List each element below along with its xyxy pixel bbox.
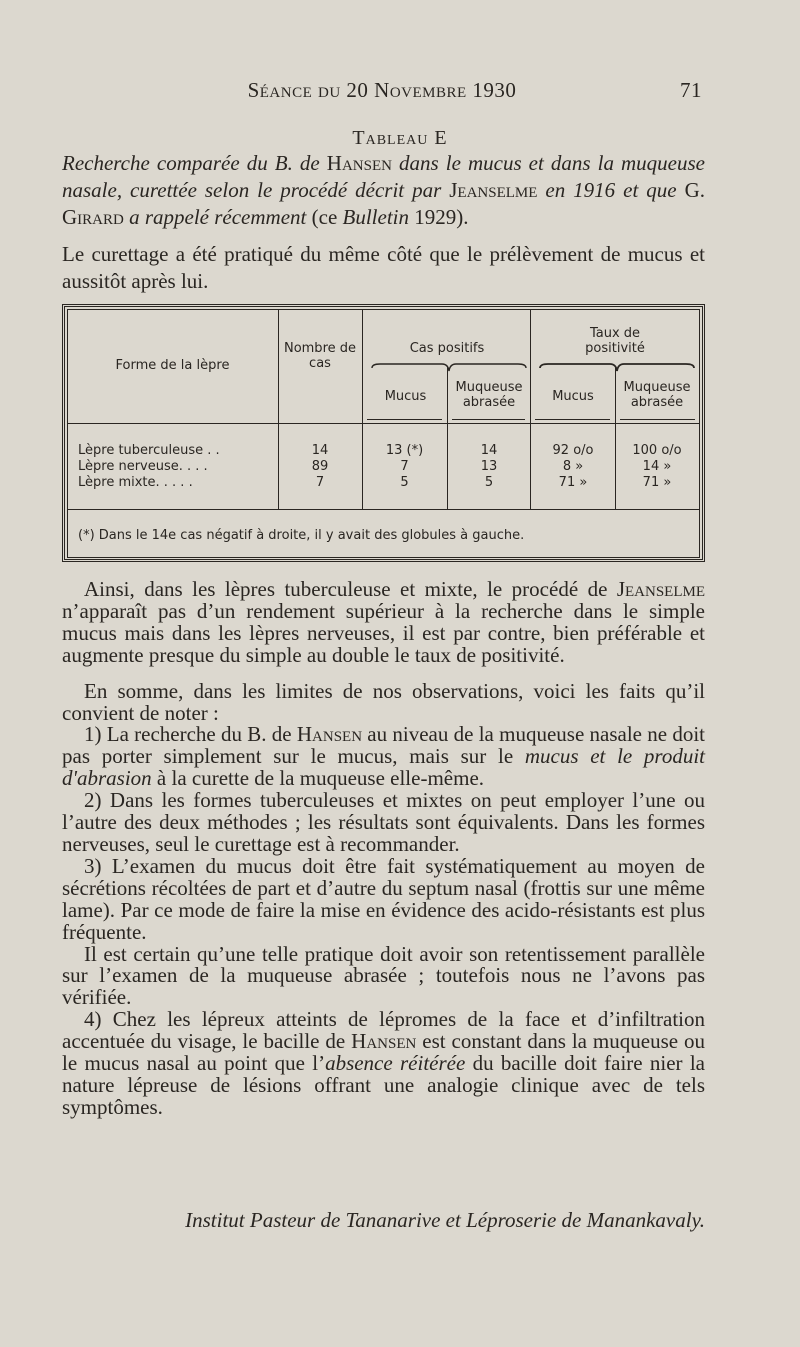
subheader-underline xyxy=(367,419,442,420)
cell-cas-mucus: 13 (*) xyxy=(385,443,424,458)
header-forme: Forme de la lèpre xyxy=(115,358,230,373)
header-mucus-taux: Mucus xyxy=(552,389,594,404)
cell-cas-muqueuse: 13 xyxy=(480,459,498,474)
paragraph: En somme, dans les limites de nos observations, voici les faits qu’il convient de noter : xyxy=(62,678,705,725)
caption-name-jeanselme: Jeanselme xyxy=(449,178,538,202)
cell-forme: Lèpre tuberculeuse . . xyxy=(78,443,220,458)
header-mucus-cas: Mucus xyxy=(384,389,427,404)
col-divider xyxy=(615,366,616,509)
cell-taux-mucus: 8 » xyxy=(562,459,584,474)
cell-taux-muqueuse: 71 » xyxy=(642,475,672,490)
name-jeanselme: Jeanselme xyxy=(616,577,705,601)
col-divider xyxy=(447,366,448,509)
running-head xyxy=(62,78,702,103)
header-muqueuse-cas: Muqueuse abrasée xyxy=(455,380,523,410)
caption-text: a rappelé récemment xyxy=(123,205,312,229)
header-cas-positifs: Cas positifs xyxy=(409,341,485,356)
brace-cas-positifs xyxy=(370,362,528,374)
col-divider xyxy=(278,309,279,509)
paragraph: Il est certain qu’une telle pratique doit avoir son retentissement parallèle sur l’examen de la muqueuse abrasée ; toutefois nous ne l’avons pas vérifiée. xyxy=(62,941,705,1010)
cell-forme: Lèpre mixte. . . . . xyxy=(78,475,193,490)
text-run: 4) Chez les lépreux atteints de lépromes de la face et d’infiltration accentuée du visage, le bacille de xyxy=(62,1007,705,1054)
cell-cas-mucus: 5 xyxy=(400,475,409,490)
text-run: n’apparaît pas d’un rendement supérieur à la recherche dans le simple mucus mais dans les lèpres nerveuses, il est par contre, bien préférable et augmente presque du simple au double le taux de positivité. xyxy=(62,598,705,667)
header-muqueuse-taux: Muqueuse abrasée xyxy=(623,380,691,410)
caption-text: (ce xyxy=(311,205,343,229)
cell-cas-mucus: 7 xyxy=(400,459,409,474)
table-caption xyxy=(62,150,705,231)
list-item: 2) Dans les formes tuberculeuses et mixtes on peut employer l’une ou l’autre des deux méthodes ; les résultats sont équivalents. Dans les formes nerveuses, seul le curettage est à recommander. xyxy=(62,788,705,856)
cell-cas-muqueuse: 5 xyxy=(484,475,494,490)
running-head-title: Séance du 20 Novembre 1930 xyxy=(247,78,517,102)
brace-taux xyxy=(538,362,696,374)
subheader-underline xyxy=(535,419,610,420)
subheader-underline xyxy=(452,419,525,420)
cell-nombre: 89 xyxy=(311,459,329,474)
name-hansen: Hansen xyxy=(351,1029,417,1054)
table-footnote: (*) Dans le 14e cas négatif à droite, il y avait des globules à gauche. xyxy=(78,528,525,543)
cell-taux-muqueuse: 14 » xyxy=(642,459,672,474)
page-number: 71 xyxy=(680,78,702,102)
caption-bulletin: Bulletin xyxy=(342,205,410,229)
list-item xyxy=(62,724,705,790)
institution-footer: Institut Pasteur de Tananarive et Léproserie de Manankavaly. xyxy=(185,1208,705,1232)
table-title: Tableau E xyxy=(352,127,448,149)
col-divider xyxy=(362,309,363,509)
cell-nombre: 14 xyxy=(311,443,329,458)
list-item xyxy=(62,1009,705,1119)
paragraph xyxy=(62,579,705,667)
cell-taux-mucus: 92 o/o xyxy=(552,443,594,458)
caption-text: 1929). xyxy=(409,205,469,229)
caption-text: Recherche comparée du B. de xyxy=(62,151,327,175)
text-run: du bacille doit faire nier la nature lépreuse de lésions offrant une analogie clinique avec de tels symptômes. xyxy=(62,1051,705,1119)
text-run: au niveau de la muqueuse nasale ne doit pas porter simplement sur le mucus, mais sur le xyxy=(62,722,705,769)
intro-paragraph: Le curettage a été pratiqué du même côté que le prélèvement de mucus et aussitôt après lui. xyxy=(62,242,705,293)
cell-taux-muqueuse: 100 o/o xyxy=(632,443,682,458)
text-run: Ainsi, dans les lèpres tuberculeuse et mixte, le procédé de xyxy=(84,577,617,601)
name-hansen: Hansen xyxy=(296,722,363,747)
subheader-underline xyxy=(620,419,695,420)
text-run: est constant dans la muqueuse ou le mucus nasal au point que l’ xyxy=(62,1029,705,1076)
list-item: 3) L’examen du mucus doit être fait systématiquement au moyen de sécrétions récoltées de part et d’autre du septum nasal (frottis sur une même lame). Par ce mode de faire la mise en évidence des acido-résistants est plus fréquente. xyxy=(62,853,705,944)
italic-run: mucus et le produit d'abrasion xyxy=(62,744,705,791)
header-taux: Taux de positivité xyxy=(585,326,645,356)
col-divider xyxy=(530,309,531,509)
caption-text: en 1916 et que xyxy=(537,178,685,202)
cell-nombre: 7 xyxy=(315,475,325,490)
body-text xyxy=(62,579,705,1119)
text-run: à la curette de la muqueuse elle-même. xyxy=(151,766,485,791)
cell-forme: Lèpre nerveuse. . . . xyxy=(78,459,208,474)
footnote-divider xyxy=(67,509,700,510)
cell-taux-mucus: 71 » xyxy=(558,475,588,490)
text-run: 1) La recherche du B. de xyxy=(84,722,297,747)
caption-name-girard: G. Girard xyxy=(62,178,705,229)
caption-name-hansen: Hansen xyxy=(326,151,392,175)
header-divider xyxy=(67,423,700,424)
caption-text: dans le mucus et dans la muqueuse nasale, curettée selon le procédé décrit par xyxy=(62,151,705,202)
header-nombre: Nombre de cas xyxy=(283,341,357,371)
cell-cas-muqueuse: 14 xyxy=(480,443,498,458)
italic-run: absence réitérée xyxy=(325,1051,466,1076)
